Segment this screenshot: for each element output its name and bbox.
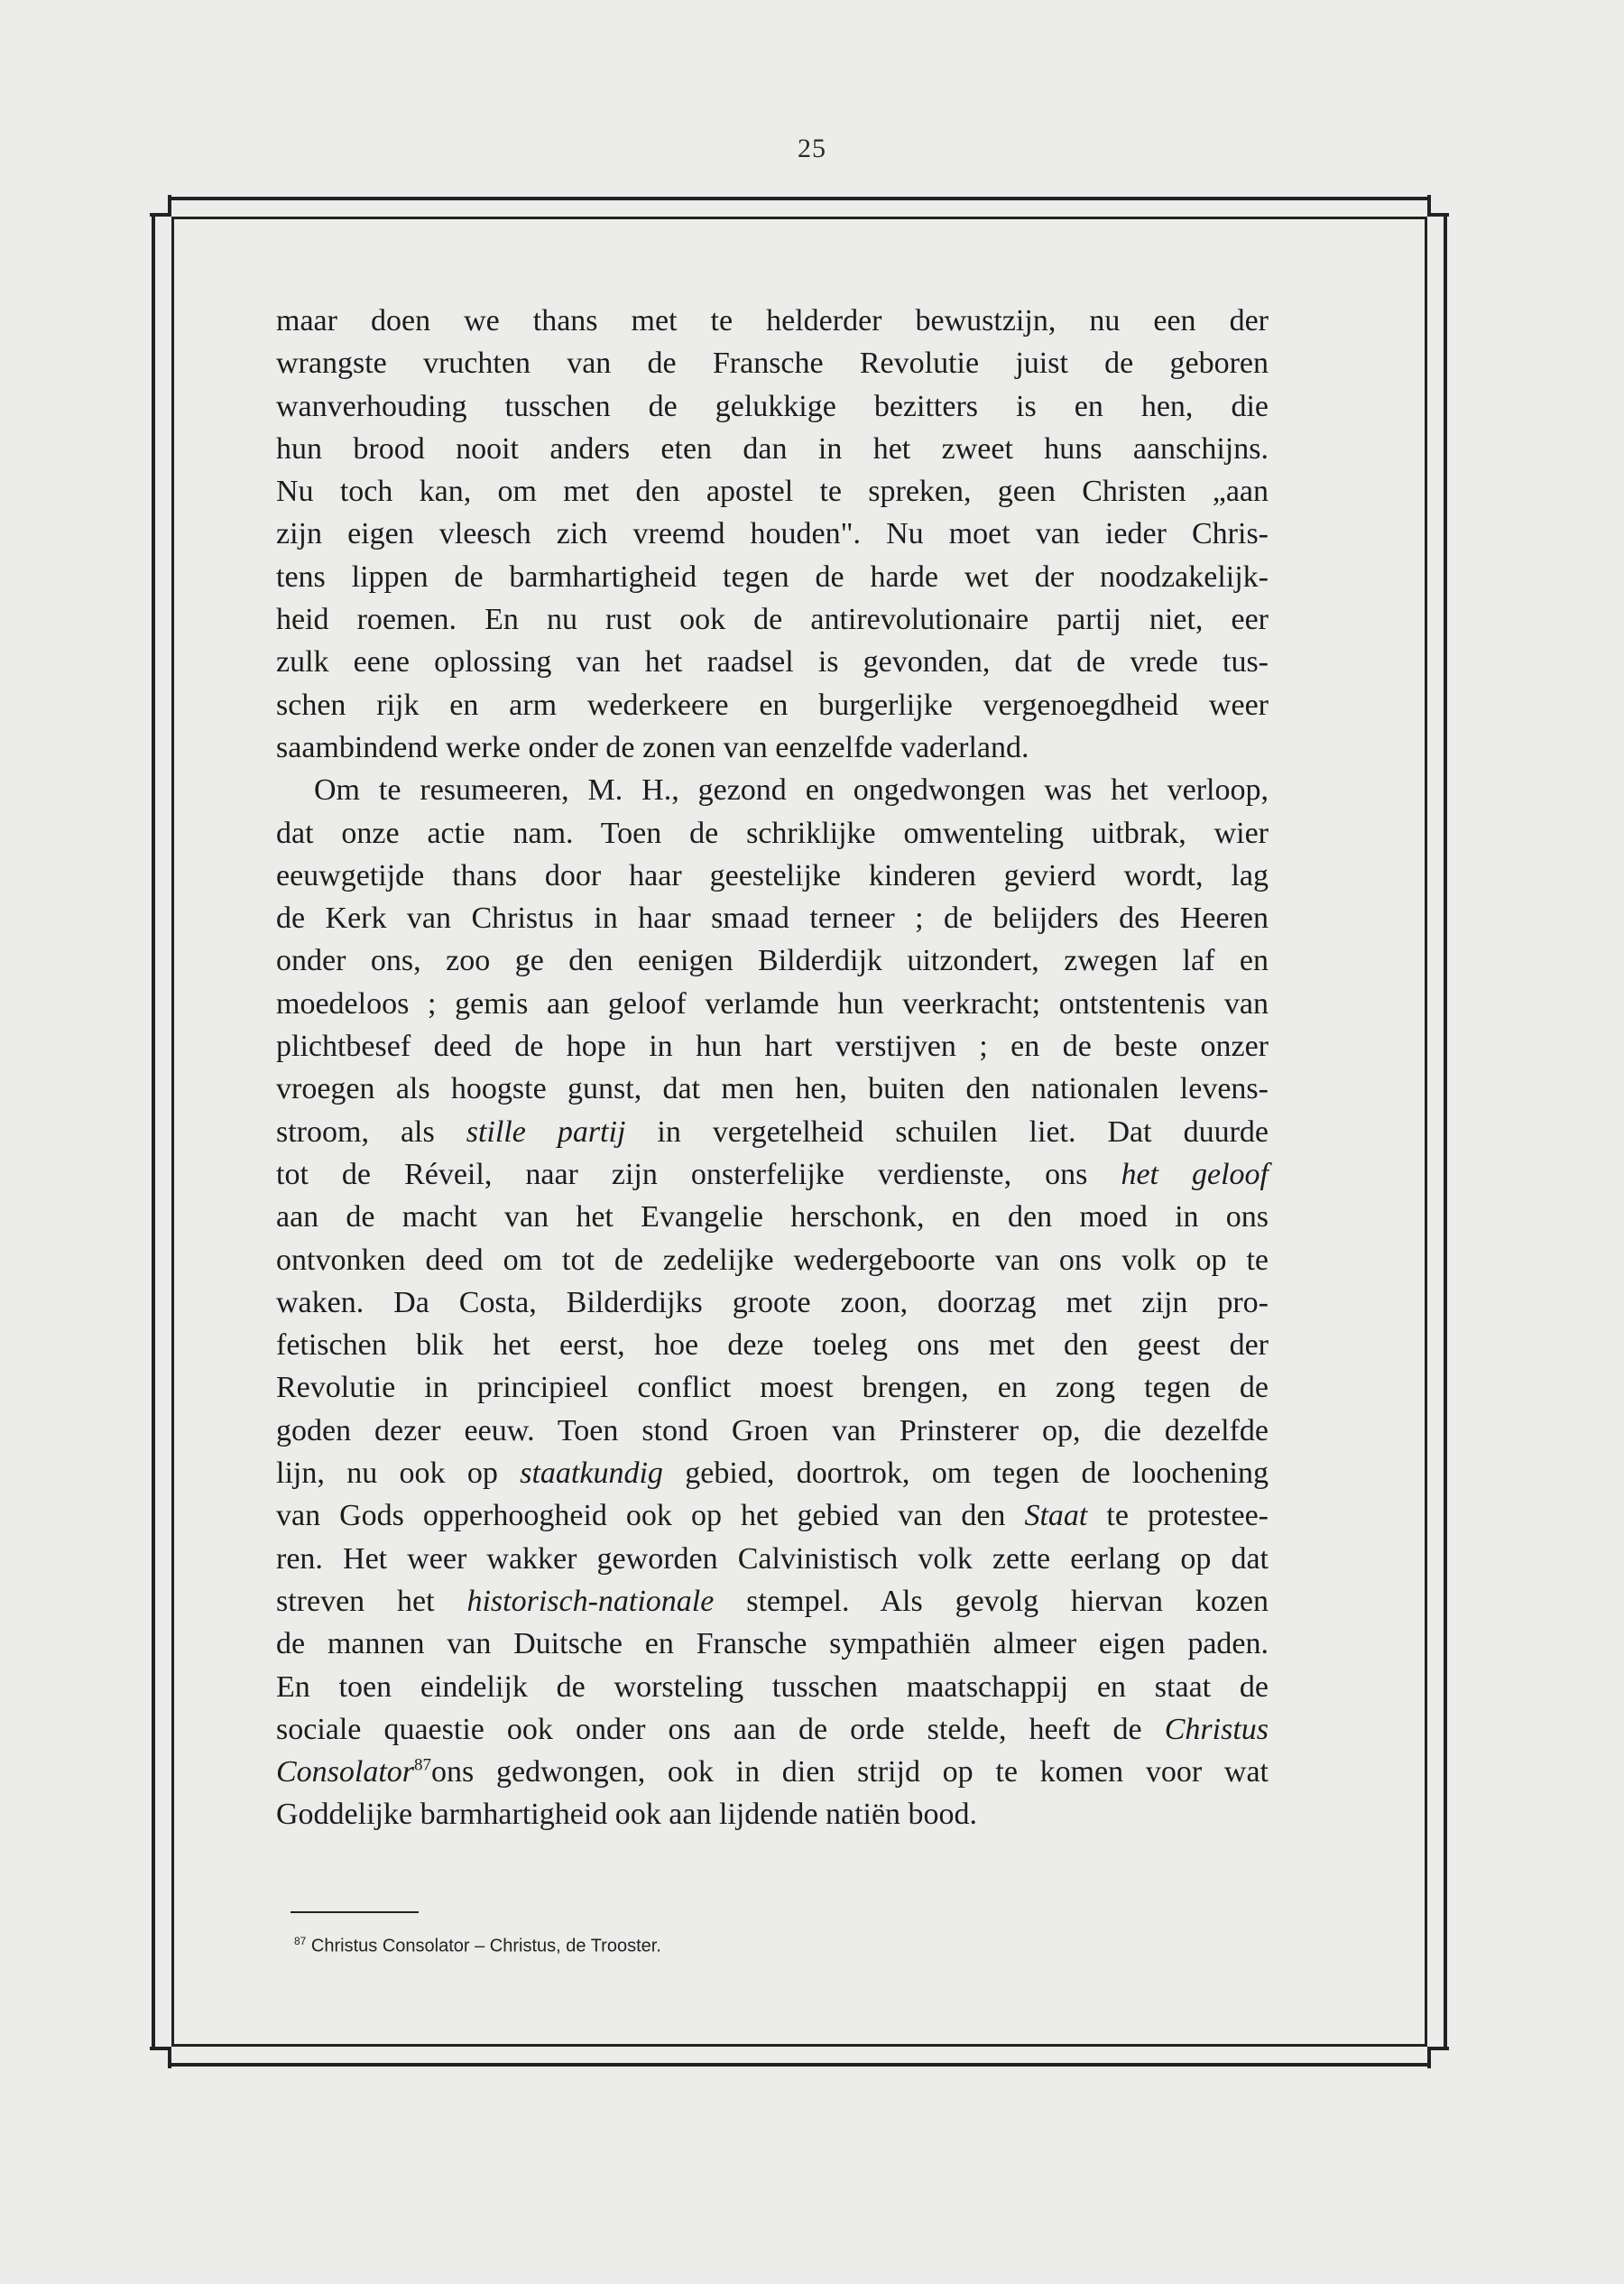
line-text: Goddelijke barmhartigheid ook aan lijdende natiën bood.: [276, 1798, 978, 1832]
text-line: [276, 556, 1269, 598]
italic-phrase: het geloof: [1121, 1157, 1269, 1191]
frame-corner-top-right: [1429, 195, 1449, 215]
line-text: maar doen we thans met te helderder bewustzijn, nu een der: [276, 304, 1269, 338]
page-number: 25: [798, 134, 826, 163]
footnote-number: 87: [294, 1935, 307, 1947]
text-line: [276, 1666, 1269, 1708]
line-text: vroegen als hoogste gunst, dat men hen, buiten den nationalen levens-: [276, 1072, 1269, 1106]
footnote-rule: [291, 1911, 419, 1913]
text-line: [276, 1410, 1269, 1452]
italic-phrase: historisch-nationale: [466, 1584, 715, 1618]
italic-phrase: stille partij: [466, 1114, 626, 1149]
line-text: eeuwgetijde thans door haar geestelijke kinderen gevierd wordt, lag: [276, 858, 1269, 892]
text-line: [276, 385, 1269, 428]
frame-corner-bottom-right: [1429, 2048, 1449, 2068]
line-text: plichtbesef deed de hope in hun hart verstijven ; en de beste onzer: [276, 1030, 1269, 1064]
text-line: [276, 428, 1269, 470]
line-text: onder ons, zoo ge den eenigen Bilderdijk uitzondert, zwegen laf en: [276, 944, 1269, 978]
line-text: fetischen blik het eerst, hoe deze toeleg ons met den geest der: [276, 1328, 1269, 1363]
frame-corner-top-left: [150, 195, 170, 215]
text-line: [276, 300, 1269, 342]
line-text: hun brood nooit anders eten dan in het zweet huns aanschijns.: [276, 431, 1269, 466]
italic-phrase: Christus: [1164, 1712, 1269, 1746]
text-line: [276, 1538, 1269, 1580]
text-line: [276, 1239, 1269, 1281]
line-text: ontvonken deed om tot de zedelijke wedergeboorte van ons volk op te: [276, 1243, 1269, 1277]
line-text: dat onze actie nam. Toen de schriklijke omwenteling uitbrak, wier: [276, 816, 1269, 850]
line-text: tens lippen de barmhartigheid tegen de harde wet der noodzakelijk-: [276, 559, 1269, 594]
frame-corner-bottom-left: [150, 2048, 170, 2068]
text-line: [276, 939, 1269, 982]
footnote-reference: 87: [414, 1755, 432, 1775]
line-text: stroom, als: [276, 1114, 466, 1149]
line-text: in vergetelheid schuilen liet. Dat duurde: [625, 1114, 1269, 1149]
text-line: [276, 855, 1269, 897]
line-text: Revolutie in principieel conflict moest brengen, en zong tegen de: [276, 1371, 1269, 1405]
text-line: [276, 1708, 1269, 1751]
italic-phrase: Staat: [1024, 1499, 1088, 1533]
line-text: stempel. Als gevolg hiervan kozen: [714, 1584, 1269, 1618]
line-text: saambindend werke onder de zonen van eenzelfde vaderland.: [276, 730, 1029, 764]
text-line: [276, 470, 1269, 513]
text-line: [276, 342, 1269, 384]
line-text: wanverhouding tusschen de gelukkige bezitters is en hen, die: [276, 389, 1269, 423]
italic-phrase: staatkundig: [520, 1456, 663, 1491]
line-text: En toen eindelijk de worsteling tusschen maatschappij en staat de: [276, 1669, 1269, 1704]
text-line: [276, 1324, 1269, 1366]
text-line: [276, 1281, 1269, 1324]
line-text: te protestee-: [1087, 1499, 1269, 1533]
line-text: moedeloos ; gemis aan geloof verlamde hun veerkracht; ontstentenis van: [276, 986, 1269, 1021]
line-text: ons gedwongen, ook in dien strijd op te komen voor wat: [431, 1755, 1269, 1789]
text-line: [276, 1153, 1269, 1196]
text-line: [276, 726, 1269, 769]
line-text: aan de macht van het Evangelie herschonk, en den moed in ons: [276, 1200, 1269, 1234]
text-line: [276, 1452, 1269, 1494]
italic-phrase: Consolator: [276, 1755, 415, 1789]
text-line: [276, 769, 1269, 811]
line-text: goden dezer eeuw. Toen stond Groen van Prinsterer op, die dezelfde: [276, 1413, 1269, 1447]
text-line: [276, 1793, 1269, 1836]
text-line: [276, 1025, 1269, 1068]
text-line: [276, 1196, 1269, 1238]
line-text: gebied, doortrok, om tegen de loochening: [662, 1456, 1269, 1491]
line-text: van Gods opperhoogheid ook op het gebied van den: [276, 1499, 1025, 1533]
footnote: [294, 1935, 661, 1957]
line-text: wrangste vruchten van de Fransche Revolutie juist de geboren: [276, 347, 1269, 381]
text-line: [276, 897, 1269, 939]
line-text: de mannen van Duitsche en Fransche sympathiën almeer eigen paden.: [276, 1627, 1269, 1661]
text-line: [276, 1111, 1269, 1153]
line-text: waken. Da Costa, Bilderdijks groote zoon, doorzag met zijn pro-: [276, 1285, 1269, 1319]
line-text: de Kerk van Christus in haar smaad terneer ; de belijders des Heeren: [276, 902, 1269, 936]
body-text: [276, 300, 1269, 1836]
line-text: zijn eigen vleesch zich vreemd houden". Nu moet van ieder Chris-: [276, 517, 1269, 551]
text-line: [276, 1068, 1269, 1110]
text-line: [276, 812, 1269, 855]
line-text: ren. Het weer wakker geworden Calvinistisch volk zette eerlang op dat: [276, 1541, 1269, 1576]
line-text: streven het: [276, 1584, 467, 1618]
text-line: [276, 1623, 1269, 1665]
text-line: [276, 1366, 1269, 1409]
line-text: tot de Réveil, naar zijn onsterfelijke verdienste, ons: [276, 1157, 1121, 1191]
line-text: heid roemen. En nu rust ook de antirevolutionaire partij niet, eer: [276, 603, 1269, 637]
text-line: [276, 513, 1269, 555]
line-text: sociale quaestie ook onder ons aan de orde stelde, heeft de: [276, 1712, 1165, 1746]
line-text: Nu toch kan, om met den apostel te spreken, geen Christen „aan: [276, 475, 1269, 509]
line-text: Om te resumeeren, M. H., gezond en ongedwongen was het verloop,: [314, 773, 1269, 808]
text-line: [276, 983, 1269, 1025]
line-text: zulk eene oplossing van het raadsel is gevonden, dat de vrede tus-: [276, 645, 1269, 680]
text-line: [276, 1494, 1269, 1537]
footnote-text: Christus Consolator – Christus, de Trooster.: [310, 1936, 661, 1956]
line-text: lijn, nu ook op: [276, 1456, 521, 1491]
text-line: [276, 1580, 1269, 1623]
text-line: [276, 684, 1269, 726]
text-line: [276, 1751, 1269, 1793]
text-line: [276, 641, 1269, 683]
text-line: [276, 598, 1269, 641]
line-text: schen rijk en arm wederkeere en burgerlijke vergenoegdheid weer: [276, 688, 1269, 722]
